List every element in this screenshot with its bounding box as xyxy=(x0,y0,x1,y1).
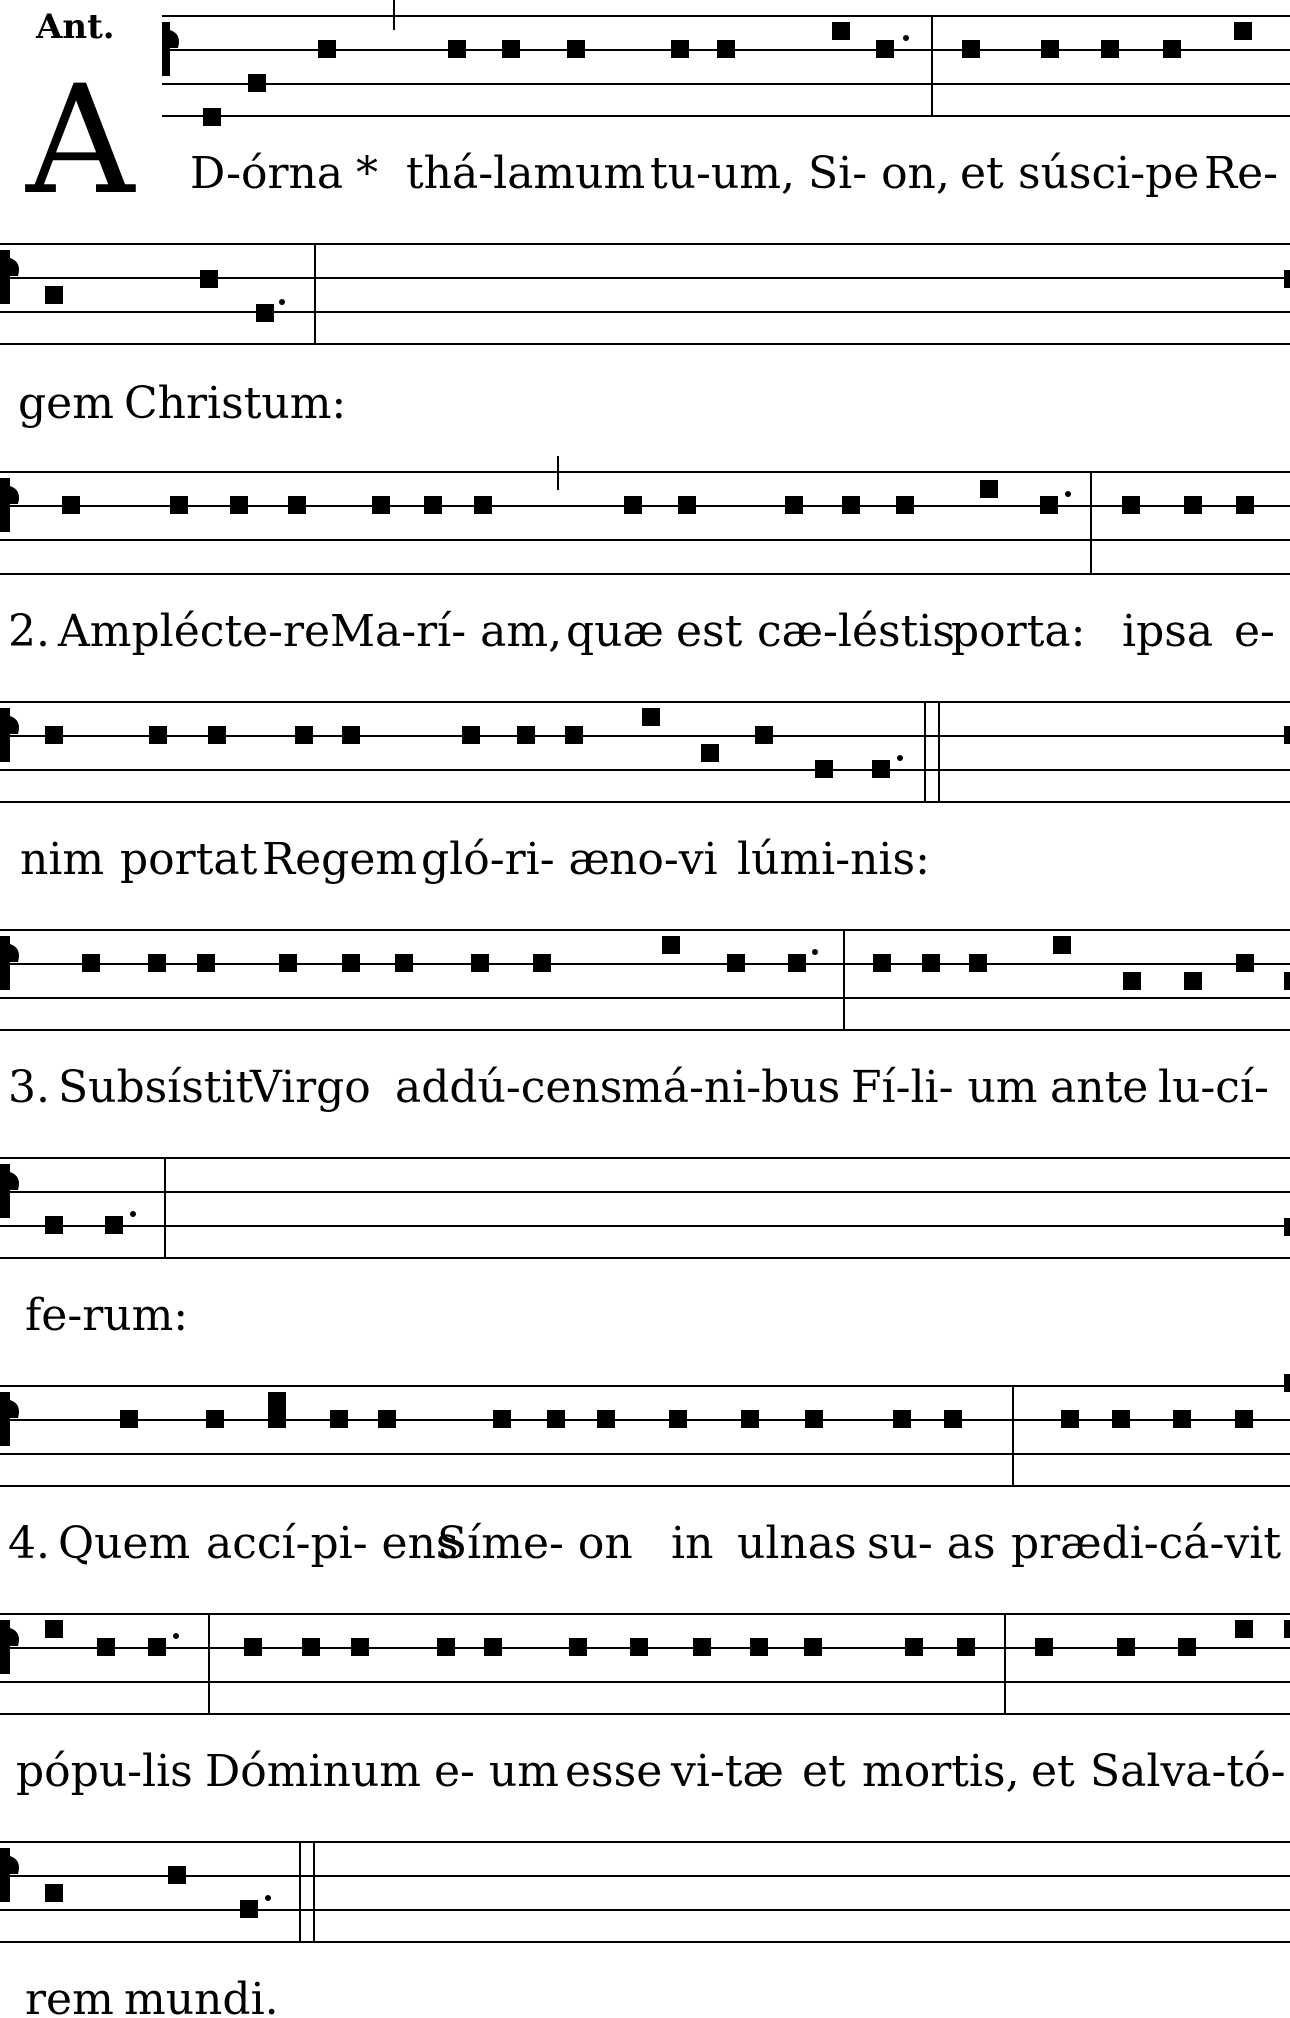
staff-1 xyxy=(0,244,1290,344)
syllable: Ma-rí- am, xyxy=(330,606,563,657)
syllable: Quem xyxy=(58,1518,191,1569)
syllable: e- xyxy=(1234,606,1275,657)
syllable: pópu-lis xyxy=(16,1746,193,1797)
staff-3 xyxy=(0,702,1290,802)
lyrics-2 xyxy=(8,606,1275,657)
staff-8 xyxy=(0,1842,1290,1942)
syllable: esse xyxy=(565,1746,663,1797)
custos xyxy=(1284,1374,1290,1392)
syllable: Subsístit xyxy=(58,1062,254,1113)
syllable: 2. xyxy=(8,606,50,657)
syllable: má-ni-bus xyxy=(621,1062,841,1113)
syllable: Fí-li- um xyxy=(851,1062,1038,1113)
syllable: Síme- on xyxy=(437,1518,633,1569)
syllable: 3. xyxy=(8,1062,50,1113)
neumes xyxy=(120,1392,1253,1428)
lyrics-6 xyxy=(8,1518,1281,1569)
syllable: ulnas xyxy=(737,1518,857,1569)
lyrics-7 xyxy=(16,1746,1285,1797)
staff-0 xyxy=(162,0,1290,126)
syllable: Salva-tó- xyxy=(1090,1746,1286,1797)
syllable: lúmi-nis: xyxy=(737,834,930,885)
custos xyxy=(1284,1218,1290,1236)
syllable: no-vi xyxy=(609,834,718,885)
syllable: et xyxy=(960,148,1004,199)
syllable: Christum: xyxy=(124,378,347,429)
syllable: thá-lamum xyxy=(406,148,646,199)
syllable: quæ xyxy=(566,606,664,657)
syllable: ante xyxy=(1050,1062,1149,1113)
lyrics-4 xyxy=(8,1062,1269,1113)
syllable: Dóminum xyxy=(205,1746,421,1797)
neumes xyxy=(203,22,1252,126)
antiphon-label: Ant. xyxy=(36,7,115,47)
syllable: nim xyxy=(20,834,105,885)
syllable: est xyxy=(676,606,743,657)
syllable: vi-tæ xyxy=(671,1746,784,1797)
custos xyxy=(1284,972,1290,990)
syllable: mundi. xyxy=(124,1974,279,2018)
syllable: Si- on, xyxy=(808,148,950,199)
syllable: D-órna xyxy=(190,148,344,199)
syllable: ipsa xyxy=(1122,606,1214,657)
initial-letter: A xyxy=(26,54,135,228)
syllable: lu-cí- xyxy=(1158,1062,1269,1113)
staff-6 xyxy=(0,1374,1290,1486)
syllable: mortis, xyxy=(862,1746,1020,1797)
syllable: * xyxy=(356,148,378,199)
neumes xyxy=(45,708,903,778)
custos xyxy=(1284,270,1290,288)
staff-4 xyxy=(0,930,1290,1030)
syllable: tu-um, xyxy=(650,148,795,199)
lyrics-8 xyxy=(25,1974,279,2018)
syllable: Virgo xyxy=(250,1062,371,1113)
syllable: Regem xyxy=(262,834,418,885)
syllable: prædi-cá-vit xyxy=(1011,1518,1282,1569)
syllable: 4. xyxy=(8,1518,50,1569)
lyrics-5 xyxy=(25,1290,188,1341)
syllable: gló-ri- æ xyxy=(421,834,610,885)
lyrics-3 xyxy=(20,834,930,885)
syllable: súsci-pe xyxy=(1018,148,1200,199)
custos xyxy=(1284,1620,1290,1638)
syllable: fe-rum: xyxy=(25,1290,189,1341)
custos xyxy=(1284,726,1290,744)
neumes xyxy=(45,1620,1253,1656)
syllable: gem xyxy=(18,378,114,429)
syllable: porta: xyxy=(951,606,1086,657)
syllable: et xyxy=(802,1746,846,1797)
staff-7 xyxy=(0,1614,1290,1714)
syllable: cæ-léstis xyxy=(757,606,955,657)
syllable: portat xyxy=(120,834,258,885)
syllable: e- um xyxy=(434,1746,559,1797)
syllable: Re- xyxy=(1204,148,1279,199)
syllable: rem xyxy=(25,1974,114,2018)
neumes xyxy=(62,480,1254,514)
syllable: in xyxy=(671,1518,714,1569)
lyrics-1 xyxy=(18,378,346,429)
neumes xyxy=(45,1211,136,1234)
staff-2 xyxy=(0,456,1290,574)
syllable: addú-cens xyxy=(395,1062,623,1113)
syllable: et xyxy=(1031,1746,1075,1797)
lyrics-0 xyxy=(190,148,1278,199)
syllable: su- as xyxy=(867,1518,996,1569)
syllable: Amplécte-re xyxy=(58,606,331,657)
staff-5 xyxy=(0,1158,1290,1258)
syllable: accí-pi- ens xyxy=(206,1518,459,1569)
